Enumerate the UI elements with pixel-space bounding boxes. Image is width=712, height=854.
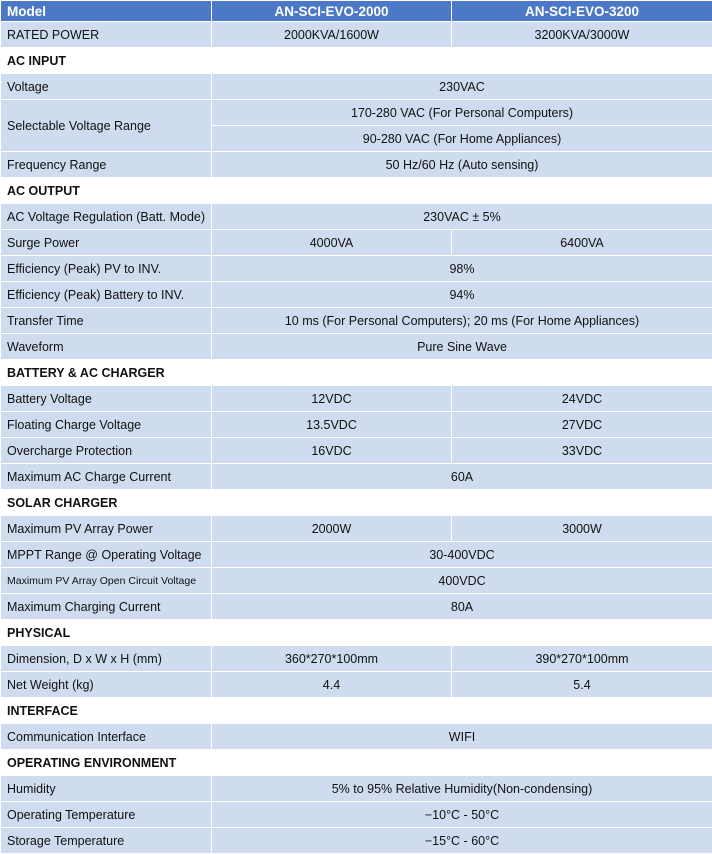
communication-row bbox=[1, 724, 712, 750]
value-model-2: 33VDC bbox=[452, 438, 712, 464]
humidity-row bbox=[1, 776, 712, 802]
efficiency-pv-row bbox=[1, 256, 712, 282]
max-pv-power-row bbox=[1, 516, 712, 542]
row-label: Operating Temperature bbox=[1, 802, 212, 828]
storage-temp-row bbox=[1, 828, 712, 854]
value-model-1: 4.4 bbox=[212, 672, 452, 698]
section-interface bbox=[1, 698, 712, 724]
value-shared: 98% bbox=[212, 256, 712, 282]
rated-power-row bbox=[1, 22, 712, 48]
value-shared: Pure Sine Wave bbox=[212, 334, 712, 360]
value-model-2: 27VDC bbox=[452, 412, 712, 438]
value-shared: 230VAC bbox=[212, 74, 712, 100]
value-shared: 80A bbox=[212, 594, 712, 620]
header-row bbox=[1, 1, 712, 22]
overcharge-row bbox=[1, 438, 712, 464]
section-environment bbox=[1, 750, 712, 776]
row-label: Dimension, D x W x H (mm) bbox=[1, 646, 212, 672]
battery-voltage-row bbox=[1, 386, 712, 412]
value-shared: 230VAC ± 5% bbox=[212, 204, 712, 230]
open-circuit-row bbox=[1, 568, 712, 594]
section-title: PHYSICAL bbox=[1, 620, 212, 646]
row-label: Frequency Range bbox=[1, 152, 212, 178]
value-shared: 50 Hz/60 Hz (Auto sensing) bbox=[212, 152, 712, 178]
row-label: Surge Power bbox=[1, 230, 212, 256]
value-shared: WIFI bbox=[212, 724, 712, 750]
value-model-2: 6400VA bbox=[452, 230, 712, 256]
section-ac-output bbox=[1, 178, 712, 204]
mppt-row bbox=[1, 542, 712, 568]
section-title: AC INPUT bbox=[1, 48, 212, 74]
row-label: Humidity bbox=[1, 776, 212, 802]
value-shared: 90-280 VAC (For Home Appliances) bbox=[212, 126, 712, 152]
efficiency-battery-row bbox=[1, 282, 712, 308]
selectable-voltage-row bbox=[1, 100, 712, 126]
row-label: Transfer Time bbox=[1, 308, 212, 334]
row-label: Battery Voltage bbox=[1, 386, 212, 412]
max-ac-charge-row bbox=[1, 464, 712, 490]
row-label: Storage Temperature bbox=[1, 828, 212, 854]
row-label: Waveform bbox=[1, 334, 212, 360]
surge-power-row bbox=[1, 230, 712, 256]
value-shared: 170-280 VAC (For Personal Computers) bbox=[212, 100, 712, 126]
row-label: Maximum PV Array Power bbox=[1, 516, 212, 542]
value-model-2: 3000W bbox=[452, 516, 712, 542]
frequency-row bbox=[1, 152, 712, 178]
value-shared: 60A bbox=[212, 464, 712, 490]
section-title: SOLAR CHARGER bbox=[1, 490, 212, 516]
value-model-2: 5.4 bbox=[452, 672, 712, 698]
value-model-1: 16VDC bbox=[212, 438, 452, 464]
value-shared: 400VDC bbox=[212, 568, 712, 594]
value-model-2: 24VDC bbox=[452, 386, 712, 412]
value-shared: 5% to 95% Relative Humidity(Non-condensing) bbox=[212, 776, 712, 802]
row-label: Overcharge Protection bbox=[1, 438, 212, 464]
value-shared: 94% bbox=[212, 282, 712, 308]
value-shared: −10°C - 50°C bbox=[212, 802, 712, 828]
row-label: Efficiency (Peak) Battery to INV. bbox=[1, 282, 212, 308]
waveform-row bbox=[1, 334, 712, 360]
section-battery bbox=[1, 360, 712, 386]
row-label: Maximum Charging Current bbox=[1, 594, 212, 620]
row-label: Efficiency (Peak) PV to INV. bbox=[1, 256, 212, 282]
row-label: Floating Charge Voltage bbox=[1, 412, 212, 438]
row-label: Maximum AC Charge Current bbox=[1, 464, 212, 490]
model-2-header: AN-SCI-EVO-3200 bbox=[452, 1, 712, 22]
row-label: Net Weight (kg) bbox=[1, 672, 212, 698]
value-model-1: 2000KVA/1600W bbox=[212, 22, 452, 48]
row-label: MPPT Range @ Operating Voltage bbox=[1, 542, 212, 568]
value-shared: −15°C - 60°C bbox=[212, 828, 712, 854]
section-title: AC OUTPUT bbox=[1, 178, 212, 204]
voltage-row bbox=[1, 74, 712, 100]
value-model-2: 3200KVA/3000W bbox=[452, 22, 712, 48]
max-charging-row bbox=[1, 594, 712, 620]
value-model-1: 2000W bbox=[212, 516, 452, 542]
row-label: Selectable Voltage Range bbox=[1, 100, 212, 152]
floating-charge-row bbox=[1, 412, 712, 438]
net-weight-row bbox=[1, 672, 712, 698]
row-label: AC Voltage Regulation (Batt. Mode) bbox=[1, 204, 212, 230]
value-shared: 30-400VDC bbox=[212, 542, 712, 568]
section-title: BATTERY & AC CHARGER bbox=[1, 360, 212, 386]
value-model-1: 12VDC bbox=[212, 386, 452, 412]
value-shared: 10 ms (For Personal Computers); 20 ms (For Home Appliances) bbox=[212, 308, 712, 334]
model-header: Model bbox=[1, 1, 212, 22]
section-physical bbox=[1, 620, 712, 646]
regulation-row bbox=[1, 204, 712, 230]
value-model-2: 390*270*100mm bbox=[452, 646, 712, 672]
row-label: Communication Interface bbox=[1, 724, 212, 750]
row-label: RATED POWER bbox=[1, 22, 212, 48]
value-model-1: 360*270*100mm bbox=[212, 646, 452, 672]
section-title: INTERFACE bbox=[1, 698, 212, 724]
row-label: Voltage bbox=[1, 74, 212, 100]
value-model-1: 13.5VDC bbox=[212, 412, 452, 438]
dimension-row bbox=[1, 646, 712, 672]
model-1-header: AN-SCI-EVO-2000 bbox=[212, 1, 452, 22]
section-ac-input bbox=[1, 48, 712, 74]
operating-temp-row bbox=[1, 802, 712, 828]
section-title: OPERATING ENVIRONMENT bbox=[1, 750, 212, 776]
row-label: Maximum PV Array Open Circuit Voltage bbox=[1, 568, 212, 594]
value-model-1: 4000VA bbox=[212, 230, 452, 256]
section-solar bbox=[1, 490, 712, 516]
transfer-time-row bbox=[1, 308, 712, 334]
